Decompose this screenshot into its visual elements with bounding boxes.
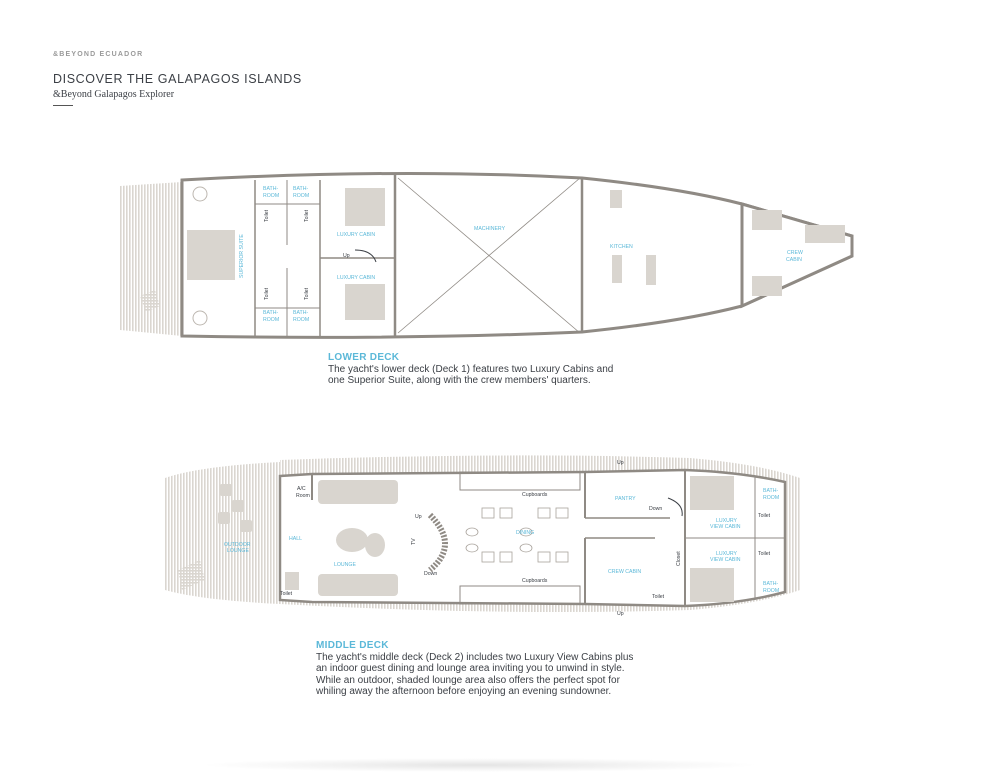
middle-down-label-1: Down (424, 571, 438, 577)
luxury-view-cabin-bed-2 (690, 568, 734, 602)
middle-deck-description: The yacht's middle deck (Deck 2) includes two Luxury View Cabins plus an indoor guest dining and lounge area inviting you to unwind in style. While an outdoor, shaded lounge area also offers the perfect spot for whiling away the afternoon before enjoying an evening sundowner. (316, 651, 634, 697)
lower-up-label: Up (343, 253, 350, 259)
pantry-label: PANTRY (615, 496, 636, 502)
lower-stern-deck (120, 182, 182, 336)
middle-bathroom-label-1: BATH- (763, 488, 779, 494)
lounge-label: LOUNGE (334, 562, 356, 568)
lvc-label-2: VIEW CABIN (710, 524, 741, 530)
lower-toilet-label-2: Toilet (304, 209, 310, 222)
lower-toilet-label-4: Toilet (304, 287, 310, 300)
middle-toilet-label-4: Toilet (758, 551, 771, 557)
luxury-cabin-bed-1 (345, 188, 385, 226)
lvc-label-3: LUXURY (716, 551, 737, 557)
middle-up-label-1: Up (415, 514, 422, 520)
hall-label: HALL (289, 536, 302, 542)
lvc-label-4: VIEW CABIN (710, 557, 741, 563)
closet-label: Closet (676, 551, 682, 566)
middle-deck-heading: MIDDLE DECK (316, 640, 389, 651)
luxury-cabin-bed-2 (345, 284, 385, 320)
outdoor-label-1: OUTDOOR (224, 542, 251, 548)
middle-up-label-3: Up (617, 611, 624, 617)
lower-toilet-label-3: Toilet (264, 287, 270, 300)
middle-bathroom-label-3: BATH- (763, 581, 779, 587)
kitchen-label: KITCHEN (610, 244, 633, 250)
ac-label-1: A/C (297, 486, 306, 492)
page-subtitle: &Beyond Galapagos Explorer (53, 89, 175, 100)
crew-label-2: CABIN (786, 257, 802, 263)
middle-down-label-2: Down (649, 506, 663, 512)
crew-cabin-label: CREW CABIN (608, 569, 642, 575)
cupboards-label-1: Cupboards (522, 492, 548, 498)
middle-toilet-label-2: Toilet (652, 594, 665, 600)
middle-deck-caption (316, 640, 644, 698)
ac-label-2: Room (296, 493, 310, 499)
lower-deck-description: The yacht's lower deck (Deck 1) features two Luxury Cabins and one Superior Suite, along with the crew members' quarters. (328, 363, 614, 386)
middle-up-label-2: Up (617, 460, 624, 466)
tv-label: TV (411, 538, 417, 545)
lower-bathroom-label-3: BATH- (293, 186, 309, 192)
middle-deck-plan (165, 455, 800, 617)
dining-label: DINING (516, 530, 535, 536)
luxury-cabin-label-1: LUXURY CABIN (337, 232, 376, 238)
page-shadow (200, 758, 760, 772)
lvc-label-1: LUXURY (716, 518, 737, 524)
middle-toilet-label-3: Toilet (758, 513, 771, 519)
lower-bathroom-label-2: ROOM (263, 193, 280, 199)
crew-label-1: CREW (787, 250, 803, 256)
middle-toilet-label: Toilet (280, 591, 293, 597)
lower-deck-caption (328, 352, 628, 387)
lower-bathroom-label-1: BATH- (263, 186, 279, 192)
lower-toilet-label-1: Toilet (264, 209, 270, 222)
middle-bathroom-label-4: ROOM (763, 588, 780, 594)
lower-deck-heading: LOWER DECK (328, 352, 400, 363)
page-title: DISCOVER THE GALAPAGOS ISLANDS (53, 72, 302, 86)
middle-bathroom-label-2: ROOM (763, 495, 780, 501)
machinery-label: MACHINERY (474, 226, 506, 232)
superior-suite-label: SUPERIOR SUITE (239, 234, 245, 278)
cupboards-label-2: Cupboards (522, 578, 548, 584)
lower-bathroom-label-5: BATH- (263, 310, 279, 316)
lower-deck-plan (120, 173, 852, 337)
lower-bathroom-label-6: ROOM (263, 317, 280, 323)
lounge-sofa-bottom (318, 574, 398, 596)
lower-bathroom-label-8: ROOM (293, 317, 310, 323)
lounge-sofa-top (318, 480, 398, 504)
luxury-cabin-label-2: LUXURY CABIN (337, 275, 376, 281)
lower-bathroom-label-7: BATH- (293, 310, 309, 316)
lower-bathroom-label-4: ROOM (293, 193, 310, 199)
superior-suite-bed (187, 230, 235, 280)
outdoor-label-2: LOUNGE (227, 548, 249, 554)
brand-label: &BEYOND ECUADOR (53, 51, 144, 58)
luxury-view-cabin-bed-1 (690, 476, 734, 510)
